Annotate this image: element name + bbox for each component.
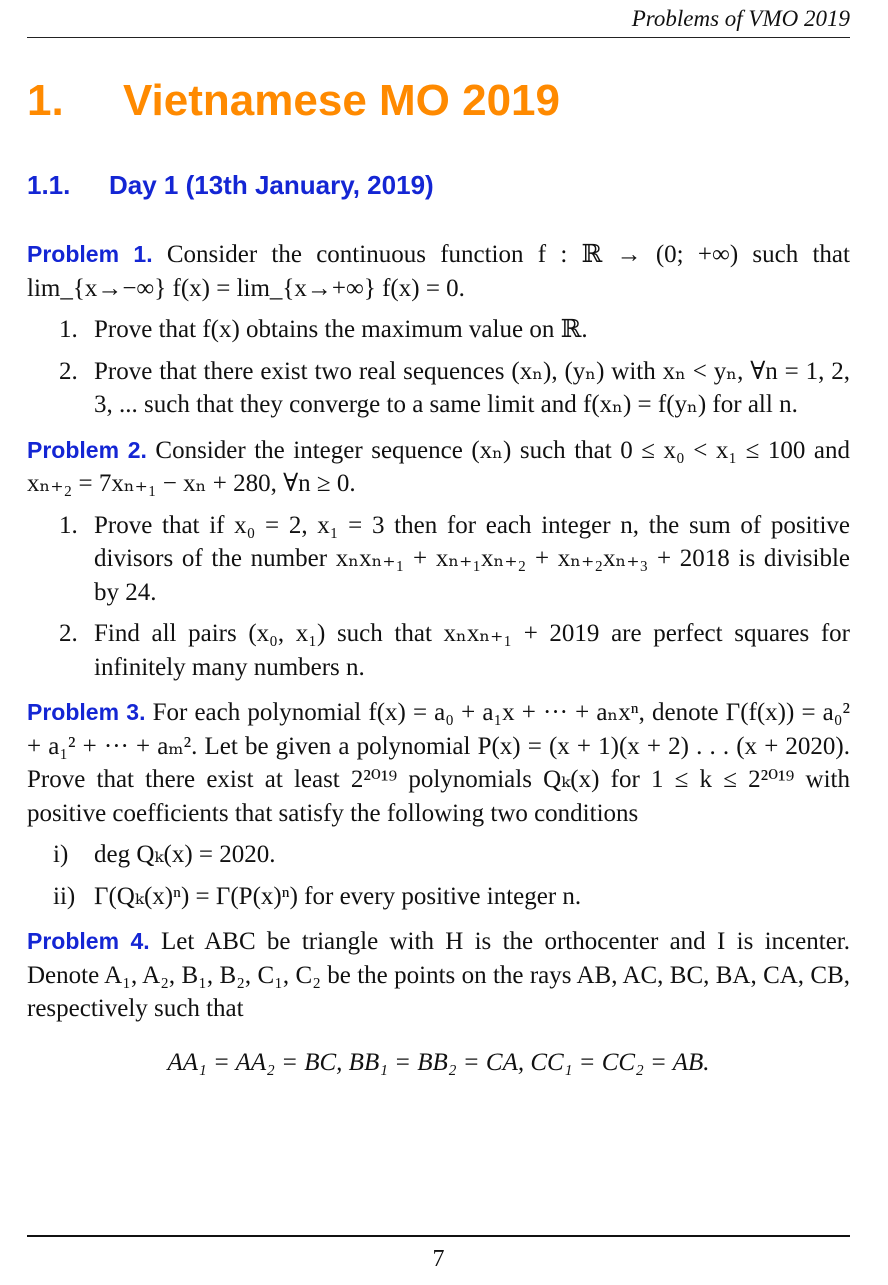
list-item [27, 617, 850, 684]
section-title: Day 1 (13th January, 2019) [109, 170, 434, 200]
item-marker: ii) [53, 882, 76, 910]
problem-statement: For each polynomial f(x) = a₀ + a₁x + ··· + aₙxⁿ, denote Γ(f(x)) = a₀² + a₁² + ··· + aₘ². Let be given a polynomial P(x) = (x + 1)(x + 2) . . . (x + 2020). Prove that there exist at least 2²⁰¹⁹ polynomials Qₖ(x) for 1 ≤ k ≤ 2²⁰¹⁹ with positive coefficients that satisfy the following two conditions [27, 699, 850, 827]
header-rule [27, 37, 850, 38]
problem-2 [27, 434, 850, 685]
item-marker: 1. [59, 316, 78, 343]
problem-1 [27, 238, 850, 422]
item-text: Prove that if x₀ = 2, x₁ = 3 then for each integer n, the sum of positive divisors of the number xₙxₙ₊₁ + xₙ₊₁xₙ₊₂ + xₙ₊₂xₙ₊₃ + 2018 is divisible by 24. [94, 511, 850, 606]
item-text: Prove that there exist two real sequences (xₙ), (yₙ) with xₙ < yₙ, ∀n = 1, 2, 3, ... such that they converge to a same limit and f(xₙ) = f(yₙ) for all n. [94, 357, 850, 418]
item-marker: i) [53, 841, 69, 868]
item-text: Γ(Qₖ(x)ⁿ) = Γ(P(x)ⁿ) for every positive integer n. [94, 882, 582, 910]
sub-question-list [27, 313, 850, 422]
condition-list [27, 838, 850, 913]
item-marker: 1. [59, 511, 78, 539]
problem-label: Problem 1. [27, 241, 153, 267]
problem-list [27, 238, 850, 1091]
problem-statement: Consider the integer sequence (xₙ) such that 0 ≤ x₀ < x₁ ≤ 100 and xₙ₊₂ = 7xₙ₊₁ − xₙ + 280, ∀n ≥ 0. [27, 436, 850, 497]
chapter-heading [27, 76, 560, 126]
page-number: 7 [432, 1246, 445, 1272]
chapter-number: 1. [27, 76, 64, 125]
problem-statement: Consider the continuous function f : ℝ → (0; +∞) such that lim_{x→−∞} f(x) = lim_{x→+∞} f(x) = 0. [27, 241, 850, 302]
item-marker: 2. [59, 620, 78, 647]
problem-label: Problem 4. [27, 928, 150, 954]
running-title: Problems of VMO 2019 [631, 6, 850, 31]
problem-3 [27, 696, 850, 913]
sub-question-list [27, 509, 850, 685]
list-item [27, 313, 850, 347]
footer-rule [27, 1235, 850, 1237]
problem-label: Problem 3. [27, 699, 146, 725]
item-text: Prove that f(x) obtains the maximum value on ℝ. [94, 316, 588, 343]
item-text: Find all pairs (x₀, x₁) such that xₙxₙ₊₁ + 2019 are perfect squares for infinitely many numbers n. [94, 620, 850, 681]
list-item [27, 509, 850, 610]
list-item [27, 880, 850, 914]
item-marker: 2. [59, 357, 78, 385]
list-item [27, 838, 850, 872]
section-number: 1.1. [27, 170, 71, 200]
problem-statement: Let ABC be triangle with H is the orthocenter and I is incenter. Denote A₁, A₂, B₁, B₂, C₁, C₂ be the points on the rays AB, AC, BC, BA, CA, CB, respectively such that [27, 928, 850, 1022]
chapter-title: Vietnamese MO 2019 [123, 76, 560, 125]
section-heading [27, 170, 434, 201]
list-item [27, 355, 850, 422]
problem-4 [27, 925, 850, 1079]
problem-label: Problem 2. [27, 436, 147, 463]
display-equation: AA₁ = AA₂ = BC, BB₁ = BB₂ = CA, CC₁ = CC₂ = AB. [167, 1048, 710, 1076]
item-text: deg Qₖ(x) = 2020. [94, 841, 276, 868]
